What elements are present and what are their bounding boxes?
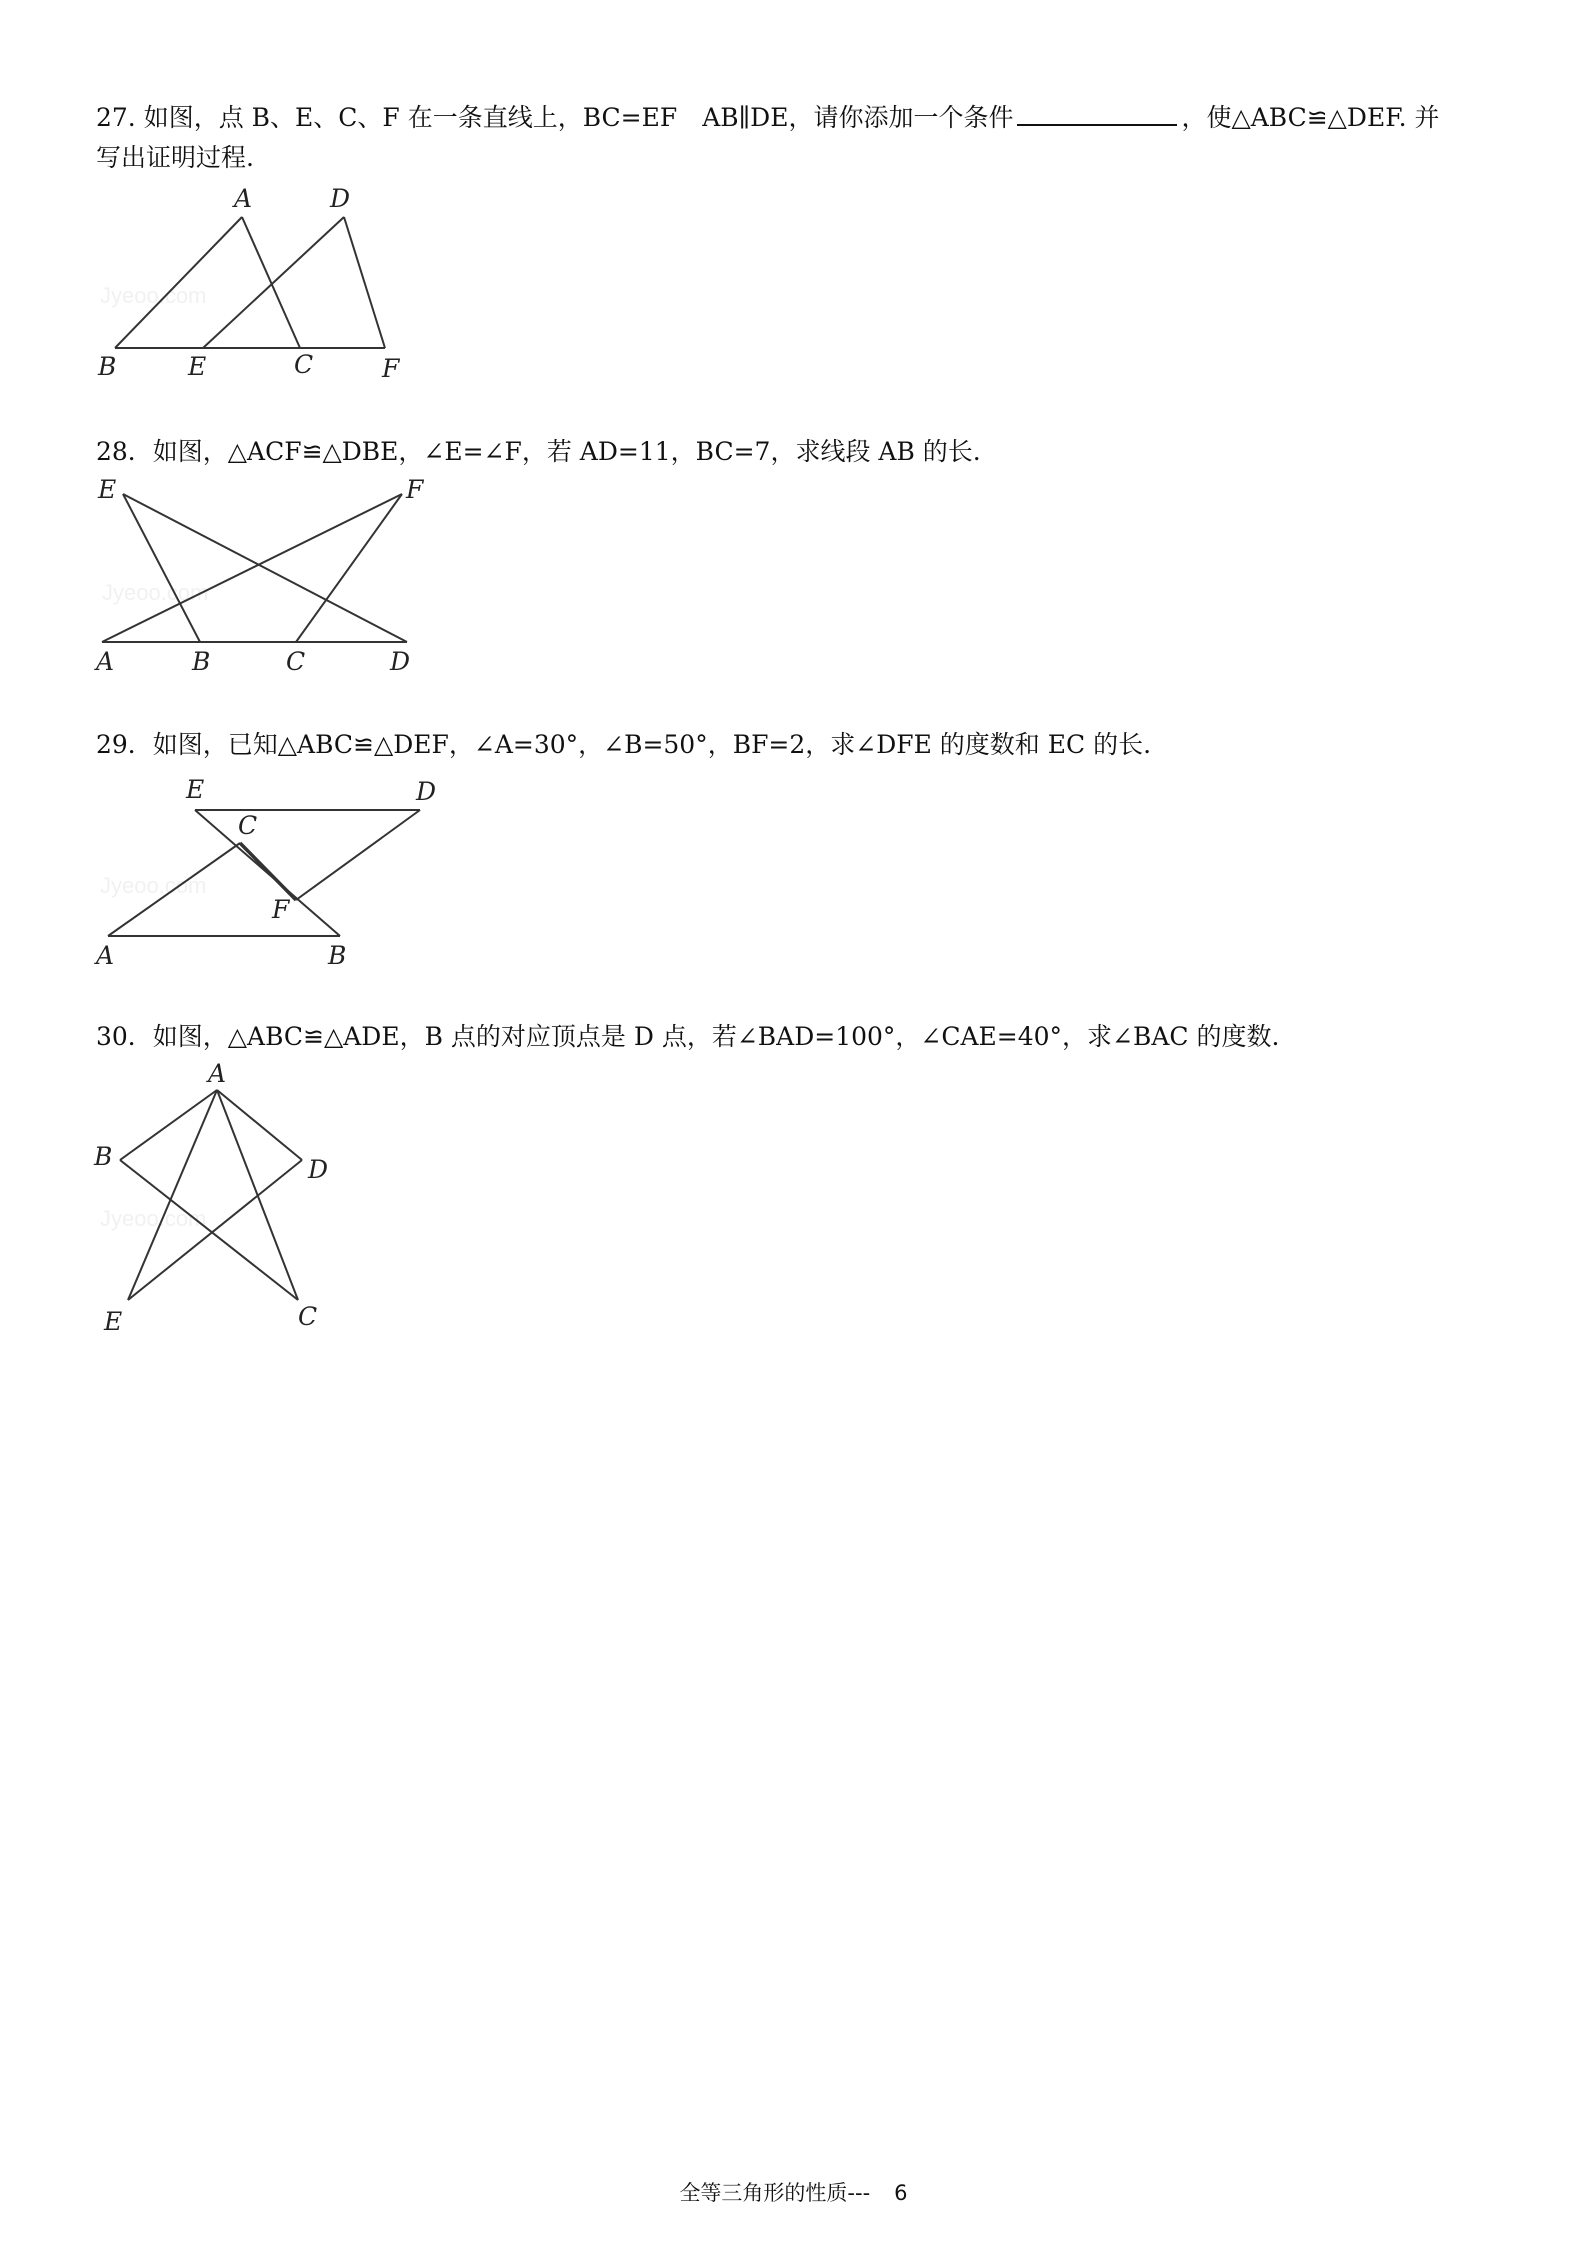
label-c: C	[286, 647, 306, 676]
figure-30-watermark: Jyeoo.com	[100, 1206, 207, 1231]
label-e: E	[104, 1307, 123, 1336]
figure-29	[90, 768, 450, 968]
segment-ed	[123, 494, 407, 642]
problem-30-text: 30．如图，△ABC≌△ADE，B 点的对应顶点是 D 点，若∠BAD=100°，∠CAE=40°，求∠BAC 的度数.	[96, 1022, 1280, 1051]
problem-29-text: 29．如图，已知△ABC≌△DEF，∠A=30°，∠B=50°，BF=2，求∠DFE 的度数和 EC 的长.	[96, 730, 1152, 759]
label-d: D	[416, 777, 437, 806]
problem-27-line1-end: ，使△ABC≌△DEF. 并	[1181, 103, 1440, 132]
figure-28-watermark: Jyeoo.com	[102, 580, 209, 605]
label-c: C	[294, 350, 314, 379]
figure-28	[90, 472, 440, 682]
label-a: A	[96, 941, 115, 970]
problem-27-line2: 写出证明过程.	[96, 143, 254, 172]
problem-28-text: 28．如图，△ACF≌△DBE，∠E=∠F，若 AD=11，BC=7，求线段 AB 的长.	[96, 437, 981, 466]
figure-29-watermark: Jyeoo.com	[100, 873, 207, 898]
label-d: D	[308, 1155, 329, 1184]
label-b: B	[98, 352, 117, 381]
label-a: A	[96, 647, 115, 676]
label-b: B	[328, 941, 347, 970]
label-f: F	[382, 354, 400, 383]
page-footer	[0, 2177, 1587, 2207]
label-b: B	[192, 647, 211, 676]
page-number: 6	[894, 2181, 908, 2205]
label-f: F	[406, 475, 424, 504]
problem-27-line1-start: 27. 如图，点 B、E、C、F 在一条直线上，BC=EF AB∥DE，请你添加一个条件	[96, 103, 1014, 132]
answer-blank[interactable]	[1017, 102, 1177, 126]
segment-af	[102, 494, 402, 642]
label-d: D	[390, 647, 411, 676]
segment-cf	[240, 843, 296, 900]
segment-eb	[123, 494, 200, 642]
label-a: A	[208, 1059, 227, 1088]
label-e: E	[186, 775, 205, 804]
label-a: A	[234, 184, 253, 213]
label-f: F	[272, 895, 290, 924]
segment-df	[344, 217, 385, 348]
footer-title: 全等三角形的性质---	[679, 2181, 871, 2205]
figure-27-watermark: Jyeoo.com	[100, 283, 207, 308]
label-c: C	[298, 1302, 318, 1331]
segment-df	[296, 810, 420, 900]
segment-fc	[296, 494, 402, 642]
label-e: E	[188, 352, 207, 381]
label-b: B	[94, 1142, 113, 1171]
segment-ac	[242, 217, 300, 348]
label-e: E	[98, 475, 117, 504]
label-d: D	[330, 184, 351, 213]
label-c: C	[238, 811, 258, 840]
figure-30	[90, 1060, 350, 1350]
problem-27-text	[96, 98, 1516, 178]
figure-27	[90, 185, 420, 385]
